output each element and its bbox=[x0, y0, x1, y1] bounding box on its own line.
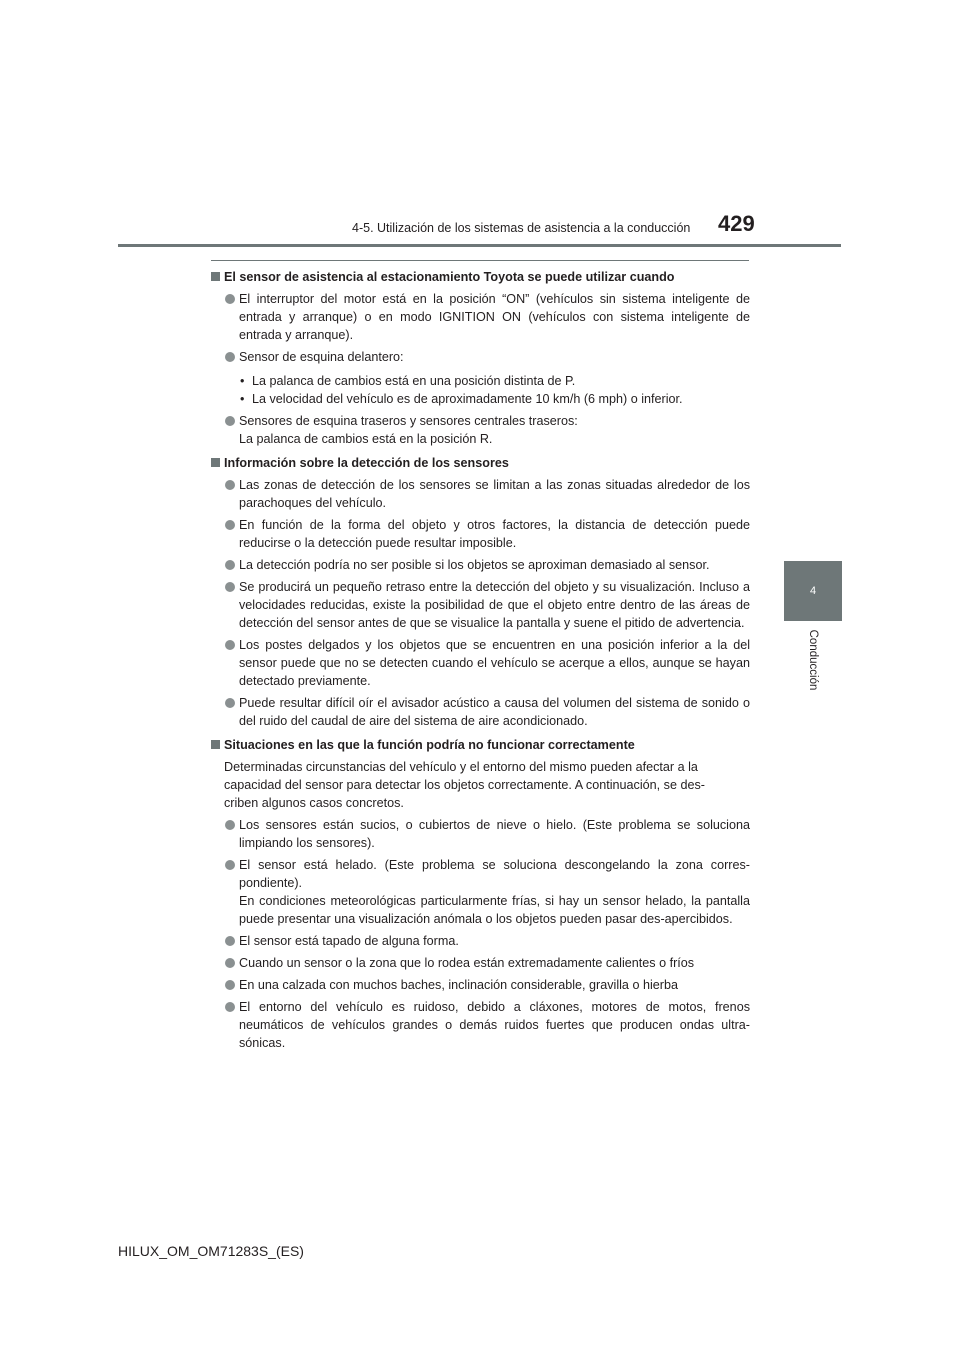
list-item-text: Sensor de esquina delantero: bbox=[239, 350, 404, 364]
circle-bullet-icon bbox=[225, 520, 235, 530]
list-item-line: Sensores de esquina traseros y sensores centrales traseros: bbox=[239, 414, 578, 428]
circle-bullet-icon bbox=[225, 352, 235, 362]
circle-bullet-icon bbox=[225, 416, 235, 426]
dot-bullet-icon: • bbox=[240, 392, 245, 406]
header-rule bbox=[118, 244, 841, 247]
heading-text: El sensor de asistencia al estacionamiento Toyota se puede utilizar cuando bbox=[224, 270, 675, 284]
list-item-text: El sensor está tapado de alguna forma. bbox=[239, 934, 459, 948]
circle-bullet-icon bbox=[225, 582, 235, 592]
circle-bullet-icon bbox=[225, 820, 235, 830]
list-item bbox=[210, 856, 750, 928]
circle-bullet-icon bbox=[225, 560, 235, 570]
subitem-text: La velocidad del vehículo es de aproximadamente 10 km/h (6 mph) o inferior. bbox=[252, 392, 683, 406]
list-item-line: La palanca de cambios está en la posición R. bbox=[239, 432, 493, 446]
section-heading bbox=[210, 736, 750, 754]
list-item-text: Cuando un sensor o la zona que lo rodea están extremadamente calientes o fríos bbox=[239, 956, 695, 970]
circle-bullet-icon bbox=[225, 980, 235, 990]
heading-text: Situaciones en las que la función podría no funcionar correctamente bbox=[224, 738, 635, 752]
list-item bbox=[210, 476, 750, 512]
subitem bbox=[210, 390, 750, 408]
list-item bbox=[210, 578, 750, 632]
circle-bullet-icon bbox=[225, 958, 235, 968]
circle-bullet-icon bbox=[225, 860, 235, 870]
list-item-text: El entorno del vehículo es ruidoso, debido a cláxones, motores de motos, frenos neumáticos de vehículos grandes o demás ruidos fuertes que producen ondas ultra-sónicas. bbox=[239, 1000, 750, 1050]
heading-text: Información sobre la detección de los sensores bbox=[224, 456, 509, 470]
section-heading bbox=[210, 268, 750, 286]
list-item-text: En función de la forma del objeto y otros factores, la distancia de detección puede reducirse o la detección puede resultar imposible. bbox=[239, 518, 750, 550]
circle-bullet-icon bbox=[225, 294, 235, 304]
chapter-number: 4 bbox=[809, 585, 817, 597]
list-item-text: En una calzada con muchos baches, inclinación considerable, gravilla o hierba bbox=[239, 978, 678, 992]
intro-line: Determinadas circunstancias del vehículo y el entorno del mismo pueden afectar a la bbox=[224, 760, 698, 774]
square-bullet-icon bbox=[211, 458, 220, 467]
list-item bbox=[210, 932, 750, 950]
header-section-title: 4-5. Utilización de los sistemas de asistencia a la conducción bbox=[352, 221, 691, 235]
subitem-list bbox=[210, 372, 750, 408]
section-heading bbox=[210, 454, 750, 472]
list-item-text: Puede resultar difícil oír el avisador acústico a causa del volumen del sistema de sonido o del ruido del caudal de aire del sistema de aire acondicionado. bbox=[239, 696, 750, 728]
circle-bullet-icon bbox=[225, 1002, 235, 1012]
list-item bbox=[210, 694, 750, 730]
list-item-text: Los postes delgados y los objetos que se encuentren en una posición inferior a la del sensor puede que no se detecten cuando el vehículo se acerque a ellos, aunque se hayan detectado previamente. bbox=[239, 638, 750, 688]
circle-bullet-icon bbox=[225, 640, 235, 650]
circle-bullet-icon bbox=[225, 480, 235, 490]
chapter-label: Conducción bbox=[807, 629, 819, 691]
circle-bullet-icon bbox=[225, 698, 235, 708]
square-bullet-icon bbox=[211, 272, 220, 281]
list-item-text: Se producirá un pequeño retraso entre la detección del objeto y su visualización. Incluso a velocidades reducidas, existe la posibilidad de que el objeto entre dentro de las áreas de detección del sensor antes de que se visualice la pantalla y suene el pitido de advertencia. bbox=[239, 580, 750, 630]
circle-bullet-icon bbox=[225, 936, 235, 946]
list-item bbox=[210, 636, 750, 690]
intro-line: criben algunos casos concretos. bbox=[224, 796, 404, 810]
square-bullet-icon bbox=[211, 740, 220, 749]
list-item-text: El interruptor del motor está en la posición “ON” (vehículos sin sistema inteligente de entrada y arranque) o en modo IGNITION ON (vehículos con sistema inteligente de entrada y arranque). bbox=[239, 292, 750, 342]
list-item bbox=[210, 954, 750, 972]
footer-document-code: HILUX_OM_OM71283S_(ES) bbox=[118, 1243, 304, 1259]
list-item bbox=[210, 998, 750, 1052]
list-item-text: El sensor está helado. (Este problema se soluciona descongelando la zona corres-pondiente). bbox=[239, 858, 750, 890]
subitem-text: La palanca de cambios está en una posición distinta de P. bbox=[252, 374, 576, 388]
page-number: 429 bbox=[718, 211, 755, 236]
list-item bbox=[210, 516, 750, 552]
list-item bbox=[210, 290, 750, 344]
subitem bbox=[210, 372, 750, 390]
content bbox=[210, 266, 750, 1052]
list-item bbox=[210, 556, 750, 574]
list-item-text: La detección podría no ser posible si los objetos se aproximan demasiado al sensor. bbox=[239, 558, 710, 572]
list-item bbox=[210, 412, 750, 448]
intro-line: capacidad del sensor para detectar los objetos correctamente. A continuación, se des- bbox=[224, 778, 705, 792]
section-rule bbox=[211, 260, 749, 261]
list-item bbox=[210, 816, 750, 852]
list-item-text: Las zonas de detección de los sensores se limitan a las zonas situadas alrededor de los parachoques del vehículo. bbox=[239, 478, 750, 510]
list-item bbox=[210, 976, 750, 994]
intro-paragraph bbox=[210, 758, 750, 812]
dot-bullet-icon: • bbox=[240, 374, 245, 388]
list-item bbox=[210, 348, 750, 366]
list-item-text: Los sensores están sucios, o cubiertos de nieve o hielo. (Este problema se soluciona limpiando los sensores). bbox=[239, 818, 750, 850]
list-item-continuation: En condiciones meteorológicas particularmente frías, si hay un sensor helado, la pantalla puede presentar una visualización anómala o los objetos pueden pasar des-apercibidos. bbox=[239, 894, 750, 926]
